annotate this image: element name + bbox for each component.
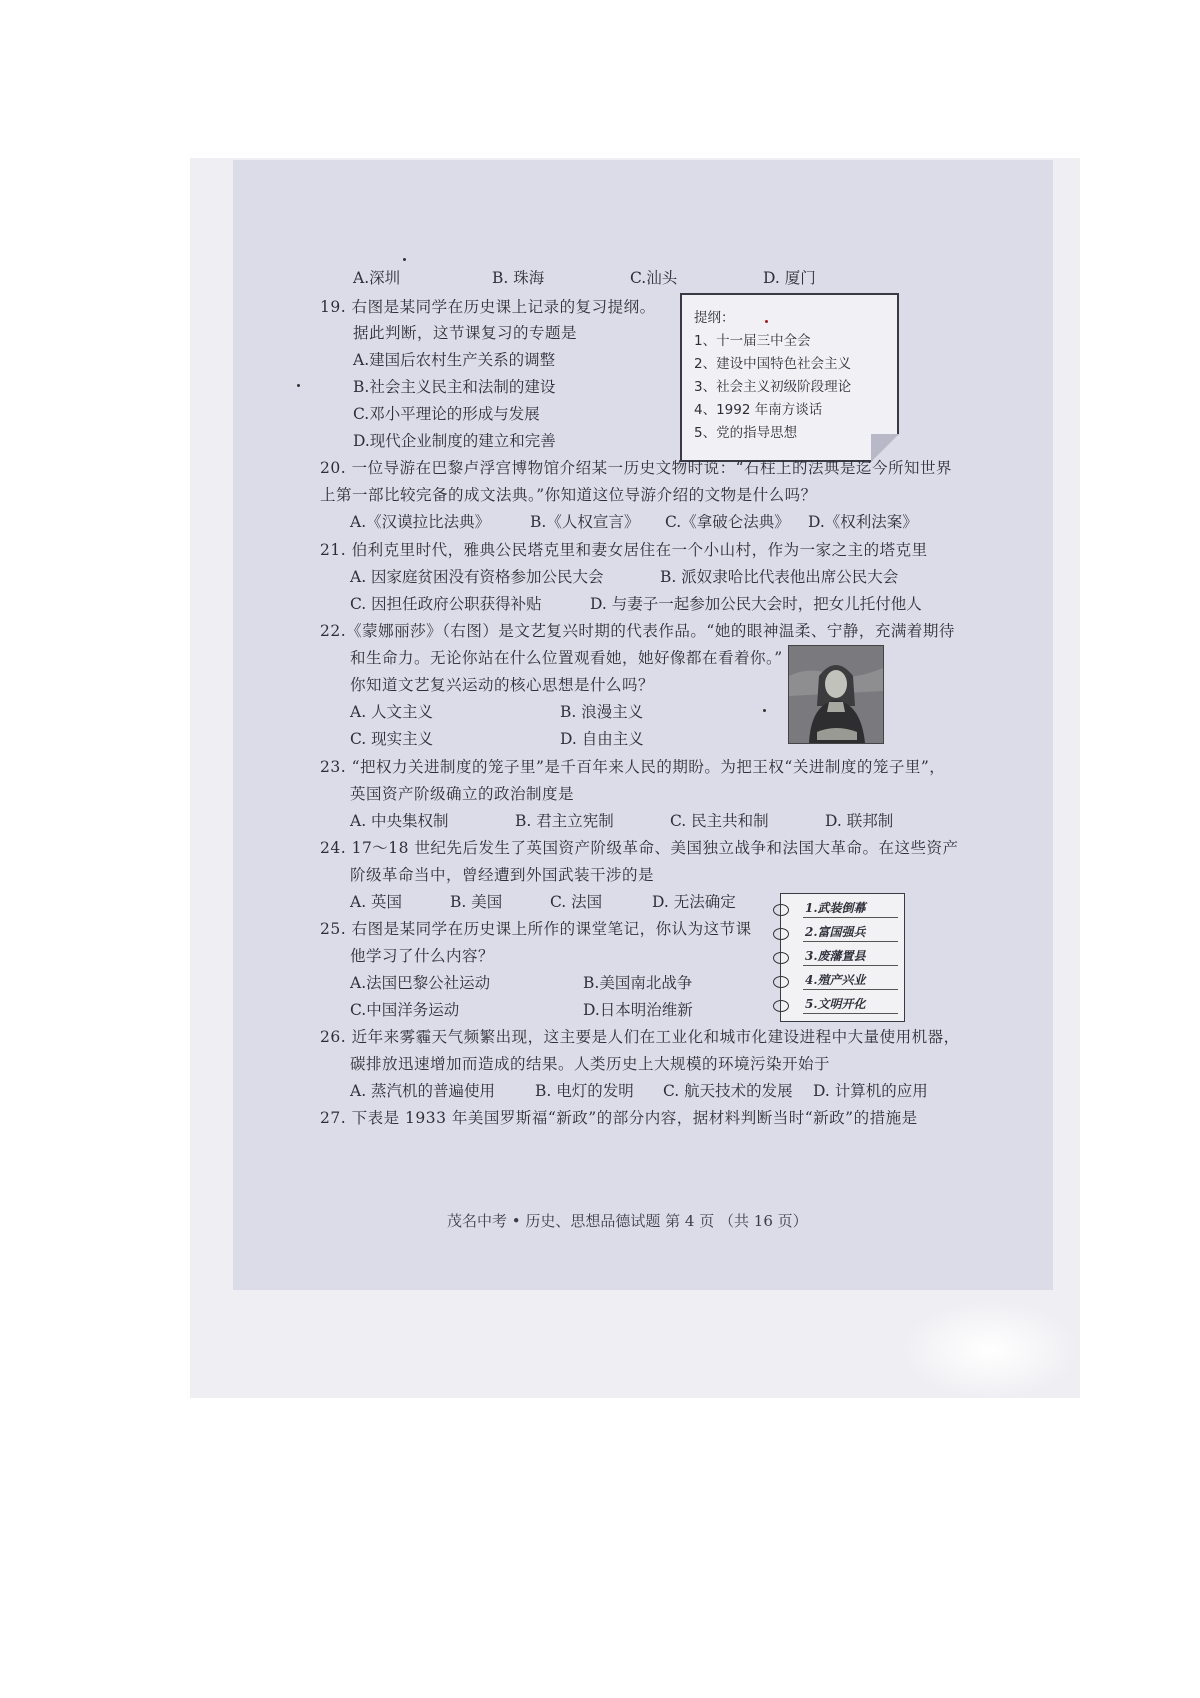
q19-stem-1: 19. 右图是某同学在历史课上记录的复习提纲。 bbox=[320, 298, 656, 316]
outline-note-item: 4、1992 年南方谈话 bbox=[694, 402, 823, 418]
q22-option-c: C. 现实主义 bbox=[350, 730, 434, 748]
q26-option-d: D. 计算机的应用 bbox=[813, 1082, 928, 1100]
q20-option-d: D.《权利法案》 bbox=[808, 513, 918, 531]
q19-option-d: D.现代企业制度的建立和完善 bbox=[353, 432, 556, 450]
q23-option-a: A. 中央集权制 bbox=[350, 812, 449, 830]
q20-stem-1: 20. 一位导游在巴黎卢浮宫博物馆介绍某一历史文物时说：“石柱上的法典是迄今所知世界 bbox=[320, 459, 953, 477]
q21-option-b: B. 派奴隶哈比代表他出席公民大会 bbox=[660, 568, 899, 586]
q20-option-c: C.《拿破仑法典》 bbox=[665, 513, 790, 531]
q21-option-d: D. 与妻子一起参加公民大会时，把女儿托付他人 bbox=[590, 595, 922, 613]
binder-ring-icon bbox=[773, 904, 789, 916]
class-note-item: 2.富国强兵 bbox=[805, 925, 866, 939]
class-note-item: 3.废藩置县 bbox=[805, 949, 866, 963]
q23-option-b: B. 君主立宪制 bbox=[515, 812, 614, 830]
q18-option-d: D. 厦门 bbox=[763, 269, 816, 287]
q19-option-b: B.社会主义民主和法制的建设 bbox=[353, 378, 556, 396]
binder-ring-icon bbox=[773, 928, 789, 940]
binder-ring-icon bbox=[773, 952, 789, 964]
q26-stem-1: 26. 近年来雾霾天气频繁出现，这主要是人们在工业化和城市化建设进程中大量使用机器， bbox=[320, 1028, 960, 1046]
q24-stem-1: 24. 17～18 世纪先后发生了英国资产阶级革命、美国独立战争和法国大革命。在这些资产 bbox=[320, 839, 959, 857]
q20-option-b: B.《人权宣言》 bbox=[530, 513, 640, 531]
q18-option-b: B. 珠海 bbox=[492, 269, 545, 287]
note-rule bbox=[803, 965, 898, 966]
class-note-item: 5.文明开化 bbox=[805, 997, 866, 1011]
q26-option-a: A. 蒸汽机的普遍使用 bbox=[350, 1082, 496, 1100]
q20-option-a: A.《汉谟拉比法典》 bbox=[350, 513, 491, 531]
q25-option-a: A.法国巴黎公社运动 bbox=[350, 974, 491, 992]
binder-ring-icon bbox=[773, 1000, 789, 1012]
q22-option-d: D. 自由主义 bbox=[560, 730, 644, 748]
q23-stem-1: 23. “把权力关进制度的笼子里”是千百年来人民的期盼。为把王权“关进制度的笼子里”， bbox=[320, 758, 946, 776]
scan-speck bbox=[403, 258, 406, 261]
scan-speck bbox=[765, 320, 768, 323]
q26-option-c: C. 航天技术的发展 bbox=[663, 1082, 793, 1100]
q24-option-d: D. 无法确定 bbox=[652, 893, 736, 911]
q21-option-c: C. 因担任政府公职获得补贴 bbox=[350, 595, 542, 613]
note-rule bbox=[803, 989, 898, 990]
binder-ring-icon bbox=[773, 976, 789, 988]
q22-option-b: B. 浪漫主义 bbox=[560, 703, 644, 721]
q20-stem-2: 上第一部比较完备的成文法典。”你知道这位导游介绍的文物是什么吗？ bbox=[320, 486, 817, 504]
q24-option-b: B. 美国 bbox=[450, 893, 503, 911]
q22-stem-3: 你知道文艺复兴运动的核心思想是什么吗？ bbox=[350, 676, 655, 694]
page-footer: 茂名中考 • 历史、思想品德试题 第 4 页 （共 16 页） bbox=[447, 1212, 808, 1230]
q24-stem-2: 阶级革命当中，曾经遭到外国武装干涉的是 bbox=[350, 866, 655, 884]
outline-note-figure bbox=[680, 293, 899, 462]
note-rule bbox=[803, 917, 898, 918]
q26-option-b: B. 电灯的发明 bbox=[535, 1082, 634, 1100]
outline-note-item: 2、建设中国特色社会主义 bbox=[694, 356, 852, 372]
q25-stem-1: 25. 右图是某同学在历史课上所作的课堂笔记，你认为这节课 bbox=[320, 920, 752, 938]
q21-option-a: A. 因家庭贫困没有资格参加公民大会 bbox=[350, 568, 604, 586]
q19-option-a: A.建国后农村生产关系的调整 bbox=[353, 351, 556, 369]
scan-glare bbox=[900, 1300, 1080, 1400]
outline-note-item: 1、十一届三中全会 bbox=[694, 333, 811, 349]
q22-option-a: A. 人文主义 bbox=[350, 703, 434, 721]
q19-stem-2: 据此判断，这节课复习的专题是 bbox=[353, 324, 578, 342]
q22-stem-2: 和生命力。无论你站在什么位置观看她，她好像都在看着你。” bbox=[350, 649, 783, 667]
outline-note-item: 3、社会主义初级阶段理论 bbox=[694, 379, 852, 395]
q24-option-c: C. 法国 bbox=[550, 893, 603, 911]
q27-stem: 27. 下表是 1933 年美国罗斯福“新政”的部分内容，据材料判断当时“新政”的措施是 bbox=[320, 1109, 918, 1127]
q25-option-c: C.中国洋务运动 bbox=[350, 1001, 460, 1019]
q24-option-a: A. 英国 bbox=[350, 893, 403, 911]
q19-option-c: C.邓小平理论的形成与发展 bbox=[353, 405, 540, 423]
class-note-item: 1.武装倒幕 bbox=[805, 901, 866, 915]
q23-stem-2: 英国资产阶级确立的政治制度是 bbox=[350, 785, 575, 803]
scan-speck bbox=[763, 709, 766, 712]
q26-stem-2: 碳排放迅速增加而造成的结果。人类历史上大规模的环境污染开始于 bbox=[350, 1055, 831, 1073]
q18-option-c: C.汕头 bbox=[630, 269, 678, 287]
mona-lisa-image bbox=[788, 645, 884, 744]
q21-stem: 21. 伯利克里时代，雅典公民塔克里和妻女居住在一个小山村，作为一家之主的塔克里 bbox=[320, 541, 928, 559]
q18-option-a: A.深圳 bbox=[353, 269, 401, 287]
q22-stem-1: 22.《蒙娜丽莎》（右图）是文艺复兴时期的代表作品。“她的眼神温柔、宁静，充满着期待 bbox=[320, 622, 955, 640]
outline-note-title: 提纲： bbox=[694, 310, 735, 326]
q23-option-c: C. 民主共和制 bbox=[670, 812, 769, 830]
outline-note-item: 5、党的指导思想 bbox=[694, 425, 798, 441]
scan-speck bbox=[297, 384, 300, 387]
note-rule bbox=[803, 941, 898, 942]
class-note-item: 4.殖产兴业 bbox=[805, 973, 866, 987]
q25-option-b: B.美国南北战争 bbox=[583, 974, 693, 992]
note-rule bbox=[803, 1013, 898, 1014]
q23-option-d: D. 联邦制 bbox=[825, 812, 894, 830]
q25-option-d: D.日本明治维新 bbox=[583, 1001, 693, 1019]
q25-stem-2: 他学习了什么内容？ bbox=[350, 947, 495, 965]
class-notes-figure bbox=[780, 893, 905, 1022]
